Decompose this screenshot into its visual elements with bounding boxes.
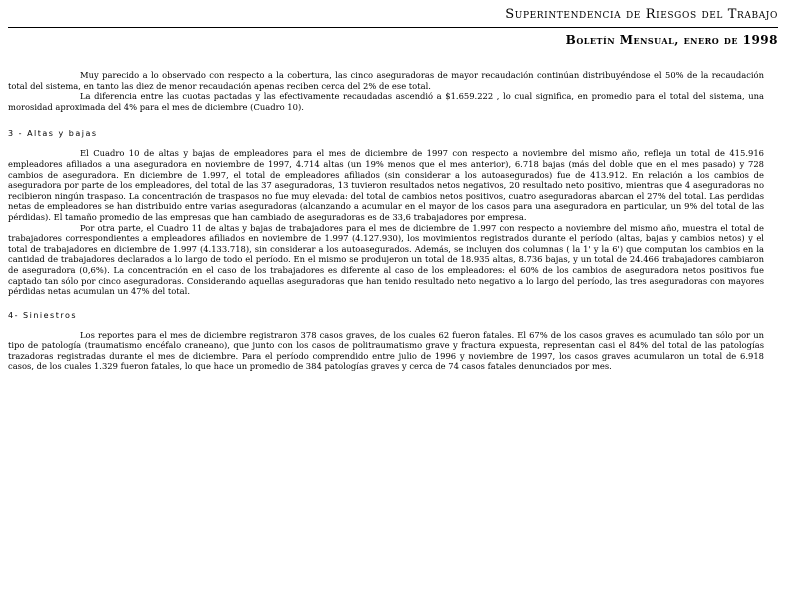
intro-paragraph-2: La diferencia entre las cuotas pactadas y las efectivamente recaudadas ascendió a $1.659.222 , lo cual significa, en promedio para el total del sistema, una morosidad aproximada del 4% para el mes de diciembre (Cuadro 10). <box>8 91 764 112</box>
section-4-paragraph-1: Los reportes para el mes de diciembre registraron 378 casos graves, de los cuales 62 fueron fatales. El 67% de los casos graves es acumulado tan sólo por un tipo de patología (traumatismo encéfalo craneano), que junto con los casos de politraumatismo grave y fractura expuesta, representan casi el 84% del total de las patologías trazadoras registradas durante el mes de diciembre. Para el período comprendido entre julio de 1996 y noviembre de 1997, los casos graves acumularon un total de 6.918 casos, de los cuales 1.329 fueron fatales, lo que hace un promedio de 384 patologías graves y cerca de 74 casos fatales denunciados por mes. <box>8 329 764 372</box>
page-header <box>8 6 778 48</box>
bulletin-title: Boletín Mensual, enero de 1998 <box>565 33 778 47</box>
section-3-heading: 3 - Altas y bajas <box>8 129 98 139</box>
section-4-heading: 4- Siniestros <box>8 310 78 320</box>
header-rule <box>8 27 778 28</box>
organization-name: Superintendencia de Riesgos del Trabajo <box>505 7 778 22</box>
intro-paragraph-1: Muy parecido a lo observado con respecto a la cobertura, las cinco aseguradoras de mayor recaudación continúan distribuyéndose el 50% de la recaudación total del sistema, en tanto las diez de menor recaudación apenas reciben cerca del 2% de ese total. <box>8 70 764 91</box>
document-body <box>8 70 764 372</box>
section-3-paragraph-1: El Cuadro 10 de altas y bajas de empleadores para el mes de diciembre de 1997 con respecto a noviembre del mismo año, refleja un total de 415.916 empleadores afiliados a una aseguradora en noviembre de 1997, 4.714 altas (un 19% menos que el mes anterior), 6.718 bajas (más del doble que en el mes pasado) y 728 cambios de aseguradora. En diciembre de 1.997, el total de empleadores afiliados (sin considerar a los autoasegurados) fue de 413.912. En relación a los cambios de aseguradora por parte de los empleadores, del total de las 37 aseguradoras, 13 tuvieron resultados netos negativos, 20 resultado neto positivo, mientras que 4 aseguradoras no recibieron ningún traspaso. La concentración de traspasos no fue muy elevada: del total de cambios netos positivos, cuatro aseguradoras abarcan el 27% del total. Las perdidas netas de empleadores se han distribuido entre varias aseguradoras (alcanzando a acumular en el mayor de los casos para una aseguradora en particular, un 9% del total de las pérdidas). El tamaño promedio de las empresas que han cambiado de aseguradoras es de 33,6 trabajadores por empresa. <box>8 148 764 222</box>
section-3-paragraph-2: Por otra parte, el Cuadro 11 de altas y bajas de trabajadores para el mes de diciembre de 1.997 con respecto a noviembre del mismo año, muestra el total de trabajadores correspondientes a empleadores afiliados en noviembre de 1.997 (4.127.930), los movimientos registrados durante el período (altas, bajas y cambios netos) y el total de trabajadores en diciembre de 1.997 (4.133.718), sin considerar a los autoasegurados. Además, se incluyen dos columnas ( la 1' y la 6') que computan los cambios en la cantidad de trabajadores declarados a lo largo de todo el período. En el mismo se produjeron un total de 18.935 altas, 8.736 bajas, y un total de 24.466 trabajadores cambiaron de aseguradora (0,6%). La concentración en el caso de los trabajadores es diferente al caso de los empleadores: el 60% de los cambios de aseguradora netos positivos fue captado tan sólo por cinco aseguradoras. Considerando aquellas aseguradoras que han tenido resultado neto negativo a lo largo del período, las tres aseguradoras con mayores pérdidas netas acumulan un 47% del total. <box>8 222 764 297</box>
